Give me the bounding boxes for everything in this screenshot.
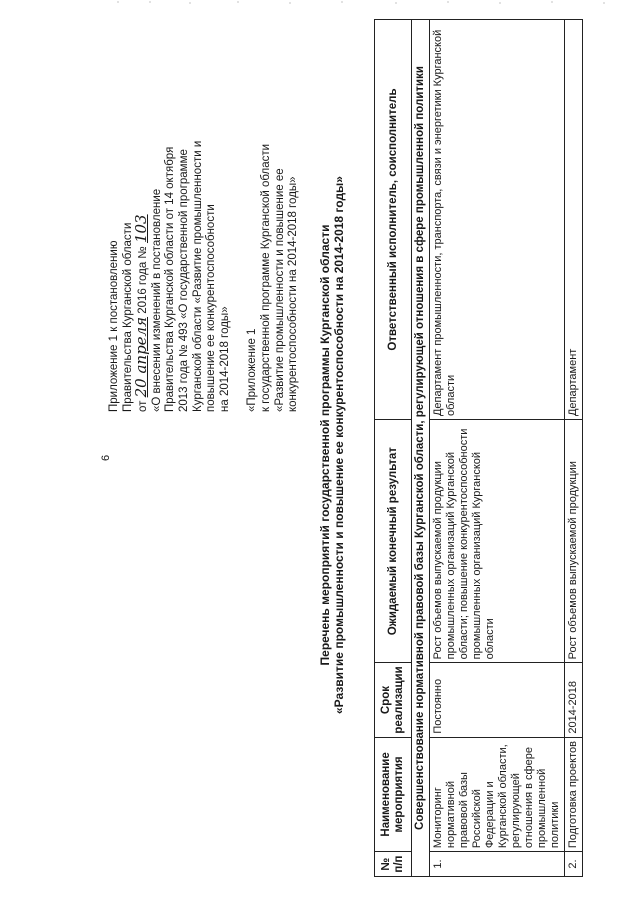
- title-line: «Развитие промышленности и повышение ее конкурентоспособности на 2014-2018 годы»: [332, 176, 346, 714]
- appendix-line: «Развитие промышленности и повышение ее: [273, 168, 286, 412]
- appendix-line: повышение ее конкурентоспособности: [205, 204, 218, 412]
- cell-name: Мониторинг нормативной правовой базы Российской Федерации и Курганской области, регулирующей отношения в сфере промышленной политики: [430, 737, 565, 851]
- appendix-line: 2013 года № 493 «О государственной программе: [177, 149, 190, 412]
- appendix-line: Курганской области «Развитие промышленности и: [191, 140, 204, 412]
- appendix-line: «Приложение 1: [246, 328, 259, 412]
- document-title: [318, 45, 346, 845]
- col-header-result: Ожидаемый конечный результат: [375, 420, 412, 663]
- col-header-name: Наименование мероприятия: [375, 737, 412, 851]
- cell-term: 2014-2018: [565, 663, 583, 737]
- col-header-executor: Ответственный исполнитель, соисполнитель: [375, 20, 412, 420]
- appendix-line: «О внесении изменений в постановление: [150, 188, 163, 412]
- table-row: [565, 20, 583, 877]
- col-header-term: Срок реализации: [375, 663, 412, 737]
- table-header-row: [375, 20, 412, 877]
- appendix-line: Правительства Курганской области от 14 октября: [164, 146, 177, 412]
- cell-result: Рост объемов выпускаемой продукции: [565, 420, 583, 663]
- table-row: [430, 20, 565, 877]
- cell-name: Подготовка проектов: [565, 737, 583, 851]
- section-title: Совершенствование нормативной правовой базы Курганской области, регулирующей отношения в сфере промышленной политики: [412, 20, 430, 877]
- appendix-line: к государственной программе Курганской области: [259, 143, 272, 412]
- date-middle: 2016 года №: [137, 246, 150, 314]
- date-prefix: от: [137, 400, 150, 412]
- measures-table: [374, 19, 583, 877]
- page-number: 6: [100, 454, 112, 461]
- appendix-line: конкурентоспособности на 2014-2018 годы»: [287, 176, 300, 412]
- cell-executor: Департамент промышленности, транспорта, связи и энергетики Курганской области: [430, 20, 565, 420]
- table-section-row: [412, 20, 430, 877]
- appendix-header: [108, 22, 301, 412]
- title-line: Перечень мероприятий государственной программы Курганской области: [318, 224, 332, 666]
- handwritten-number: 103: [132, 214, 151, 244]
- appendix-date-line: [132, 22, 151, 412]
- col-header-number: № п/п: [375, 852, 412, 877]
- appendix-line: Приложение 1 к постановлению: [108, 240, 120, 412]
- appendix-line: на 2014-2018 годы»: [218, 306, 231, 412]
- cell-term: Постоянно: [430, 663, 565, 737]
- cell-result: Рост объемов выпускаемой продукции промышленных организаций Курганской области; повышение конкурентоспособности промышленных организаций Курганской области: [430, 420, 565, 663]
- cell-number: 2.: [565, 852, 583, 877]
- handwritten-date: 20 апреля: [132, 316, 151, 398]
- cell-executor: Департамент: [565, 20, 583, 420]
- appendix-line: Правительства Курганской области: [121, 222, 134, 412]
- cell-number: 1.: [430, 852, 565, 877]
